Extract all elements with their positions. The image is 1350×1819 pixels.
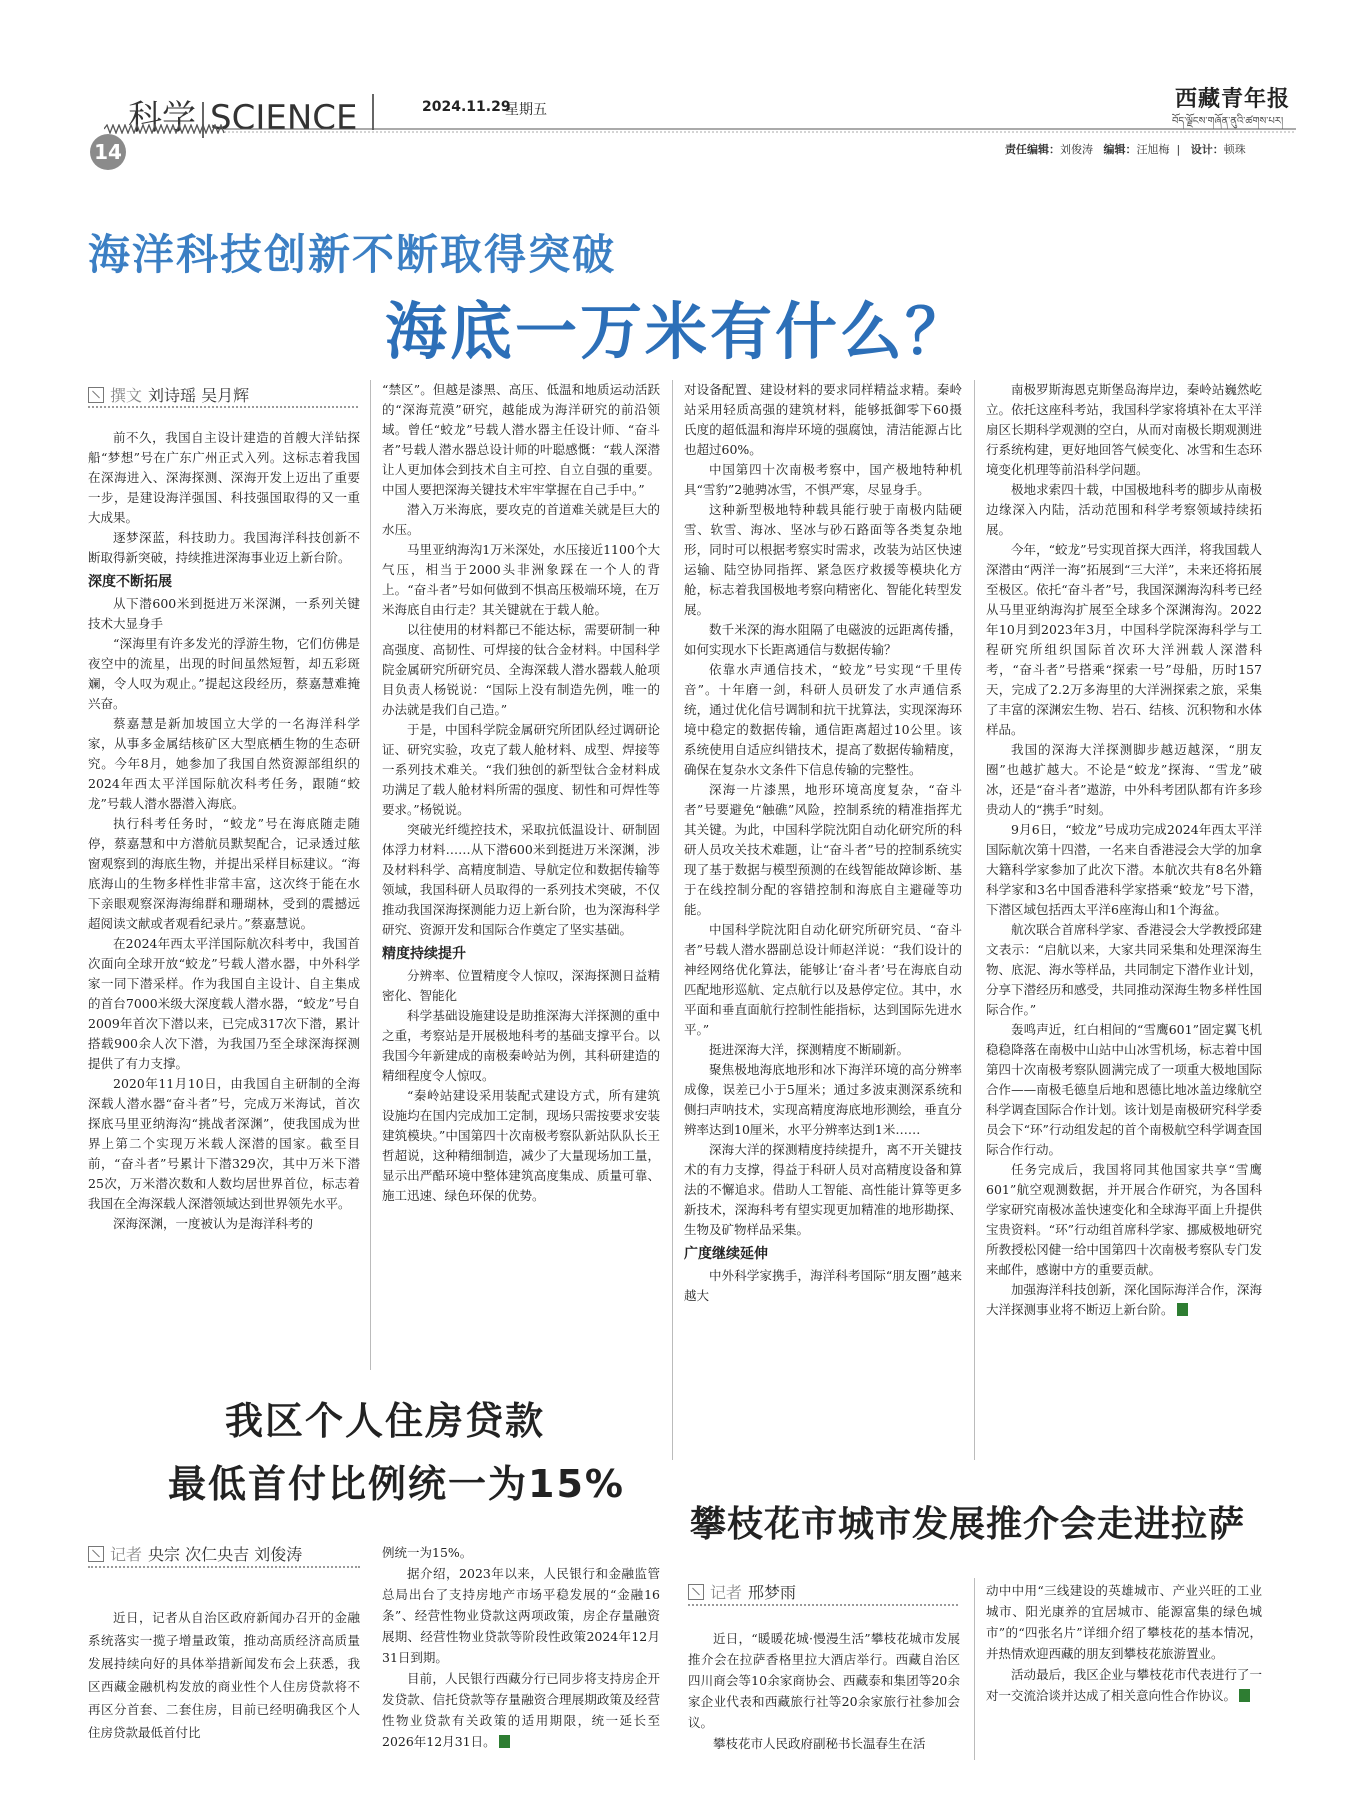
pen-icon [88,387,104,403]
paragraph: 突破光纤缆控技术，采取抗低温设计、研制固体浮力材料……从下潜600米到挺进万米深渊，涉及材料科学、高精度制造、导航定位和数据传输等领域，我国科研人员取得的一系列技术突破，不仅推动我国深海探测能力迈上新台阶，也为深海科学研究、资源开发和国际合作奠定了坚实基础。 [382,822,660,937]
editor2-name: 汪旭梅 [1136,143,1170,156]
paragraph: 分辨率、位置精度令人惊叹，深海探测日益精密化、智能化 [382,968,660,1003]
article2-title-line2: 最低首付比例统一为15% [168,1462,625,1506]
article3-byline [688,1580,796,1603]
article1-byline-label: 撰文 [110,386,143,405]
pen-icon [688,1584,704,1600]
paragraph: 9月6日，“蛟龙”号成功完成2024年西太平洋国际航次第十四潜，一名来自香港浸会大学的加拿大籍科学家参加了此次下潜。本航次共有8名外籍科学家和3名中国香港科学家搭乘“蛟龙”号下潜，下潜区域包括西太平洋6座海山和1个海盆。 [986,822,1262,917]
paragraph: 依靠水声通信技术，“蛟龙”号实现“千里传音”。十年磨一剑，科研人员研发了水声通信系统，通过优化信号调制和抗干扰算法，实现深海环境中稳定的数据传输，通信距离超过10公里。该系统使用自适应纠错技术，提高了数据传输精度，确保在复杂水文条件下信息传输的完整性。 [684,662,962,777]
article2-byline-label: 记者 [110,1545,143,1564]
column-rule [370,380,371,1370]
paragraph: 南极罗斯海恩克斯堡岛海岸边，秦岭站巍然屹立。依托这座科考站，我国科学家将填补在太平洋扇区长期科学观测的空白，从而对南极长期观测进行系统构建，更好地回答气候变化、冰雪和生态环境变化机理等前沿科学问题。 [986,382,1262,477]
paragraph: 任务完成后，我国将同其他国家共享“雪鹰601”航空观测数据，并开展合作研究，为各国科学家研究南极冰盖快速变化和全球海平面上升提供宝贵资料。“环”行动组首席科学家、挪威极地研究所教授松冈健一给中国第四十次南极考察队专门发来邮件，感谢中方的重要贡献。 [986,1162,1262,1277]
section-subhead: 精度持续提升 [382,946,466,962]
article1-column-1 [88,428,360,1378]
article1-byline [88,383,249,406]
article1-title: 海底一万米有什么？ [385,295,971,368]
article1-byline-rule [88,406,358,408]
masthead-zigzag-rule [104,124,1296,134]
paragraph: 深海一片漆黑，地形环境高度复杂，“奋斗者”号要避免“触礁”风险，控制系统的精准指挥尤其关键。为此，中国科学院沈阳自动化研究所的科研人员攻关技术难题，让“奋斗者”号的控制系统实现了基于数据与模型预测的在线智能故障诊断、基于在线控制分配的容错控制和海底自主避碰等功能。 [684,782,962,917]
paragraph: 中外科学家携手，海洋科考国际“朋友圈”越来越大 [684,1268,962,1303]
paragraph: 2020年11月10日，由我国自主研制的全海深载人潜水器“奋斗者”号，完成万米海试，首次探底马里亚纳海沟“挑战者深渊”，使我国成为世界上第二个实现万米载人深潜的国家。截至目前，“奋斗者”号累计下潜329次，其中万米下潜25次，万米潜次数和人数均居世界首位，标志着我国在全海深载人深潜领域达到世界领先水平。 [88,1076,360,1211]
paragraph: 执行科考任务时，“蛟龙”号在海底随走随停，蔡嘉慧和中方潜航员默契配合，记录透过舷窗观察到的海底生物，并提出采样目标建议。“海底海山的生物多样性非常丰富，这次终于能在水下亲眼观察深海海绵群和珊瑚林，受到的震撼远超阅读文献或者观看纪录片。”蔡嘉慧说。 [88,816,360,931]
editor-name: 刘俊涛 [1060,143,1093,156]
article3-authors: 邢梦雨 [748,1583,797,1602]
article2-title-line1: 我区个人住房贷款 [225,1399,546,1443]
issue-date: 2024.11.29 [422,99,511,115]
article3-title: 攀枝花市城市发展推介会走进拉萨 [690,1504,1246,1545]
paragraph: 马里亚纳海沟1万米深处，水压接近1100个大气压，相当于2000头非洲象踩在一个人的背上。“奋斗者”号如何做到不惧高压极端环境，在万米海底自由行走？其关键就在于载人舱。 [382,542,660,617]
paragraph: 这种新型极地特种载具能行驶于南极内陆硬雪、软雪、海冰、坚冰与砂石路面等各类复杂地形，同时可以根据考察实时需求，改装为站区快速运输、陆空协同指挥、紧急医疗救援等模块化方舱，标志着我国极地考察向精密化、智能化转型发展。 [684,502,962,617]
paragraph: 加强海洋科技创新，深化国际海洋合作，深海大洋探测事业将不断迈上新台阶。 [986,1282,1262,1317]
paragraph: 蔡嘉慧是新加坡国立大学的一名海洋科学家，从事多金属结核矿区大型底栖生物的生态研究。今年8月，她参加了我国自然资源部组织的2024年西太平洋国际航次科考任务，跟随“蛟龙”号载人潜水器潜入海底。 [88,716,360,811]
paragraph: 逐梦深蓝，科技助力。我国海洋科技创新不断取得新突破，持续推进深海事业迈上新台阶。 [88,530,360,565]
paragraph: 攀枝花市人民政府副秘书长温春生在活 [713,1736,926,1751]
page-number-badge: 14 [90,134,126,170]
paragraph: 挺进深海大洋，探测精度不断刷新。 [709,1042,910,1057]
end-of-article-icon [1177,1303,1188,1316]
section-subhead: 深度不断拓展 [88,574,172,590]
article3-byline-rule [688,1604,958,1606]
paragraph: 航次联合首席科学家、香港浸会大学教授邱建文表示：“启航以来，大家共同采集和处理深海生物、底泥、海水等样品，共同制定下潜作业计划，分享下潜经历和感受，共同推动深海生物多样性国际合作。” [986,922,1262,1017]
paragraph: 于是，中国科学院金属研究所团队经过调研论证、研究实验，攻克了载人舱材料、成型、焊接等一系列技术难关。“我们独创的新型钛合金材料成功满足了载人舱材料所需的强度、韧性和可焊性等要求。”杨锐说。 [382,722,660,817]
paragraph: 聚焦极地海底地形和冰下海洋环境的高分辨率成像，误差已小于5厘米；通过多波束测深系统和侧扫声呐技术，实现高精度海底地形测绘，垂直分辨率达到10厘米，水平分辨率达到1米…… [684,1062,962,1137]
paragraph: “秦岭站建设采用装配式建设方式，所有建筑设施均在国内完成加工定制，现场只需按要求安装建筑模块。”中国第四十次南极考察队新站队队长王哲超说，这种精细制造，减少了大量现场加工量，显示出严酷环境中整体建筑高度集成、质量可靠、施工迅速、绿色环保的优势。 [382,1088,660,1203]
article1-column-2 [382,380,660,1375]
article2-column-1 [88,1606,360,1756]
editor-label: 责任编辑： [1005,143,1060,156]
article3-column-1 [688,1628,960,1763]
article2-byline [88,1542,302,1565]
paragraph: 前不久，我国自主设计建造的首艘大洋钻探船“梦想”号在广东广州正式入列。这标志着我国在深海进入、深海探测、深海开发上迈出了重要一步，是建设海洋强国、科技强国取得的又一重大成果。 [88,430,360,525]
column-rule [974,380,975,1460]
paragraph: 近日，“暖暖花城·慢漫生活”攀枝花城市发展推介会在拉萨香格里拉大酒店举行。西藏自治区四川商会等10余家商协会、西藏泰和集团等20余家企业代表和西藏旅行社等20余家旅行社参加会议。 [688,1631,960,1730]
editor2-label: 编辑： [1103,143,1137,156]
section-label-zh: 科学 [128,98,196,138]
issue-weekday: 星期五 [505,102,547,118]
end-of-article-icon [499,1735,510,1748]
newspaper-name-tibetan: བོད་ལྗོངས་གཞོན་ནུའི་ཚགས་པར། [1172,116,1284,127]
paragraph: 在2024年西太平洋国际航次科考中，我国首次面向全球开放“蛟龙”号载人潜水器，中外科学家一同下潜采样。作为我国自主设计、自主集成的首台7000米级大深度载人潜水器，“蛟龙”号自2009年首次下潜以来，已完成317次下潜，累计搭载900余人次下潜，为我国乃至全球深海探测提供了有力支撑。 [88,936,360,1071]
pen-icon [88,1546,104,1562]
paragraph: “禁区”。但越是漆黑、高压、低温和地质运动活跃的“深海荒漠”研究，越能成为海洋研究的前沿领域。曾任“蛟龙”号载人潜水器主任设计师、“奋斗者”号载人潜水器总设计师的叶聪感慨：“载人深潜让人更加体会到技术自主可控、自立自强的重要。中国人要把深海关键技术牢牢掌握在自己手中。” [382,382,660,497]
article3-byline-label: 记者 [710,1583,743,1602]
article1-authors: 刘诗瑶 吴月辉 [148,386,250,405]
paragraph: 例统一为15%。 [382,1545,473,1560]
paragraph: 数千米深的海水阻隔了电磁波的远距离传播，如何实现水下长距离通信与数据传输？ [684,622,962,657]
design-label: 设计： [1190,143,1224,156]
article2-byline-rule [88,1566,360,1568]
paragraph: 从下潜600米到挺进万米深渊，一系列关键技术大显身手 [88,596,360,631]
paragraph: 对设备配置、建设材料的要求同样精益求精。秦岭站采用轻质高强的建筑材料，能够抵御零下60摄氏度的超低温和海岸环境的强腐蚀，清洁能源占比也超过60%。 [684,382,962,457]
paragraph: 科学基础设施建设是助推深海大洋探测的重中之重，考察站是开展极地科考的基础支撑平台。以我国今年新建成的南极秦岭站为例，其科研建造的精细程度令人惊叹。 [382,1008,660,1083]
paragraph: 活动最后，我区企业与攀枝花市代表进行了一对一交流洽谈并达成了相关意向性合作协议。 [986,1667,1262,1703]
paragraph: 轰鸣声近，红白相间的“雪鹰601”固定翼飞机稳稳降落在南极中山站中山冰雪机场，标志着中国第四十次南极考察队圆满完成了一项重大极地国际合作——南极毛德皇后地和恩德比地冰盖边缘航空科学调查国际合作计划。该计划是南极研究科学委员会下“环”行动组发起的首个南极航空科学调查国际合作行动。 [986,1022,1262,1157]
editorial-credits: 责任编辑：刘俊涛 编辑：汪旭梅 | 设计：顿珠 [1005,143,1246,156]
paragraph: 极地求索四十载，中国极地科考的脚步从南极边缘深入内陆，活动范围和科学考察领域持续拓展。 [986,482,1262,537]
column-rule [974,1578,975,1760]
paragraph: 中国科学院沈阳自动化研究所研究员、“奋斗者”号载人潜水器副总设计师赵洋说：“我们设计的神经网络优化算法，能够让‘奋斗者’号在海底自动匹配地形巡航、定点航行以及悬停定位。其中，水平面和垂直面航行控制性能指标，达到国际先进水平。” [684,922,962,1037]
paragraph: 潜入万米海底，要攻克的首道难关就是巨大的水压。 [382,502,660,537]
paragraph: 动中中用“三线建设的英雄城市、产业兴旺的工业城市、阳光康养的宜居城市、能源富集的绿色城市”的“四张名片”详细介绍了攀枝花的基本情况，并热情欢迎西藏的朋友到攀枝花旅游置业。 [986,1583,1262,1661]
article2-column-2 [382,1542,660,1762]
section-label-en: SCIENCE [210,98,358,138]
newspaper-name: 西藏青年报 [1175,86,1291,112]
column-rule [672,380,673,1460]
end-of-article-icon [1239,1689,1250,1702]
article2-authors: 央宗 次仁央吉 刘俊涛 [148,1545,303,1564]
article1-column-3 [684,380,962,1460]
paragraph: 深海深渊，一度被认为是海洋科考的 [113,1216,314,1231]
article1-kicker: 海洋科技创新不断取得突破 [88,230,617,279]
paragraph: 深海大洋的探测精度持续提升，离不开关键技术的有力支撑，得益于科研人员对高精度设备和算法的不懈追求。借助人工智能、高性能计算等更多新技术，深海科考有望实现更加精准的地形勘探、生物及矿物样品采集。 [684,1142,962,1237]
paragraph: 我国的深海大洋探测脚步越迈越深，“朋友圈”也越扩越大。不论是“蛟龙”探海、“雪龙”破冰，还是“奋斗者”遨游，中外科考团队都有许多珍贵动人的“携手”时刻。 [986,742,1262,817]
section-subhead: 广度继续延伸 [684,1246,768,1262]
article1-column-4 [986,380,1262,1465]
paragraph: 目前，人民银行西藏分行已同步将支持房企开发贷款、信托贷款等存量融资合理展期政策及经营性物业贷款有关政策的适用期限，统一延长至2026年12月31日。 [382,1671,660,1749]
design-name: 顿珠 [1223,143,1246,156]
paragraph: 据介绍，2023年以来，人民银行和金融监管总局出台了支持房地产市场平稳发展的“金融16条”、经营性物业贷款这两项政策，房企存量融资展期、经营性物业贷款等阶段性政策2024年12月31日到期。 [382,1566,660,1665]
article3-column-2 [986,1580,1262,1760]
paragraph: 以往使用的材料都已不能达标，需要研制一种高强度、高韧性、可焊接的钛合金材料。中国科学院金属研究所研究员、全海深载人潜水器载人舱项目负责人杨锐说：“国际上没有制造先例，唯一的办法就是我们自己造。” [382,622,660,717]
paragraph: 今年，“蛟龙”号实现首探大西洋，将我国载人深潜由“两洋一海”拓展到“三大洋”，未来还将拓展至极区。依托“奋斗者”号，我国深渊海沟科考已经从马里亚纳海沟扩展至全球多个深渊海沟。2022年10月到2023年3月，中国科学院深海科学与工程研究所组织国际首次环大洋洲载人深潜科考，“奋斗者”号搭乘“探索一号”母船，历时157天，完成了2.2万多海里的大洋洲探索之旅，采集了丰富的深渊宏生物、岩石、结核、沉积物和水体样品。 [986,542,1262,737]
paragraph: 近日，记者从自治区政府新闻办召开的金融系统落实一揽子增量政策，推动高质经济高质量发展持续向好的具体举措新闻发布会上获悉，我区西藏金融机构发放的商业性个人住房贷款将不再区分首套、二套住房，目前已经明确我区个人住房贷款最低首付比 [88,1610,360,1740]
paragraph: “深海里有许多发光的浮游生物，它们仿佛是夜空中的流星，出现的时间虽然短暂，却五彩斑斓，令人叹为观止。”提起这段经历，蔡嘉慧难掩兴奋。 [88,636,360,711]
paragraph: 中国第四十次南极考察中，国产极地特种机具“雪豹”2驰骋冰雪，不惧严寒，尽显身手。 [684,462,962,497]
